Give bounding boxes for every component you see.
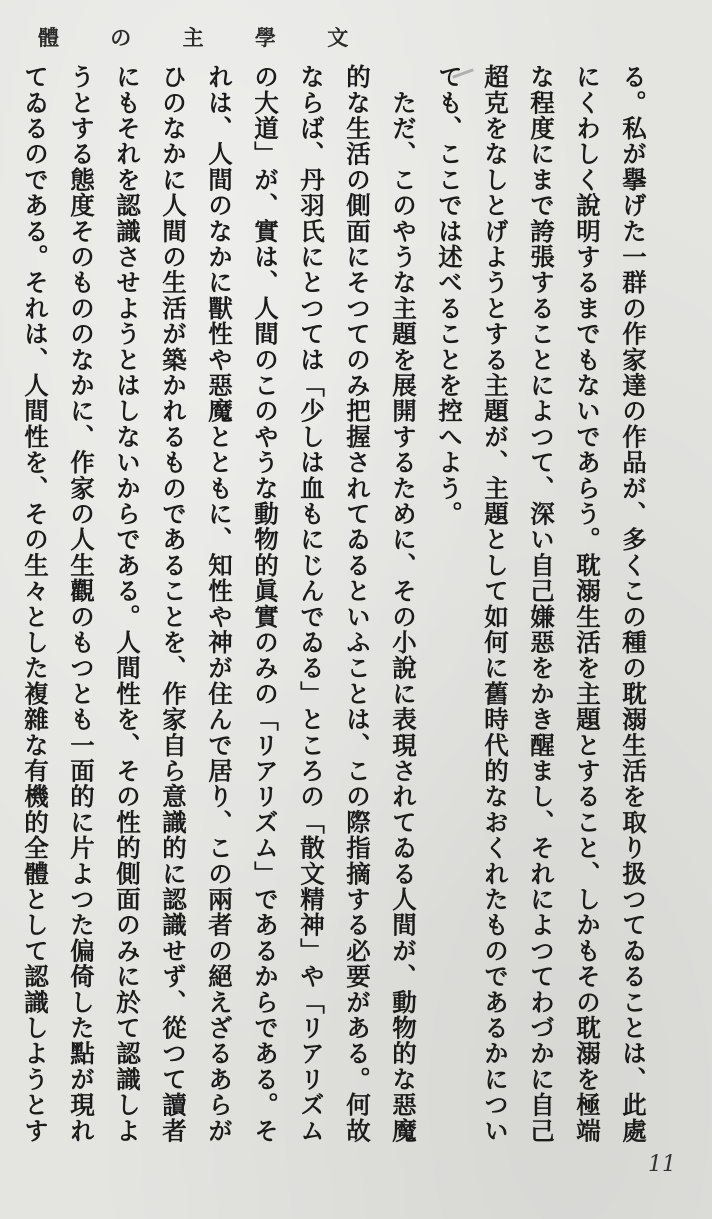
text-line: ならば、丹羽氏にとつては「少しは血もにじんでゐる」ところの「散文精神」や「リアリズム: [297, 64, 326, 1144]
text-line: にもそれを認識させようとはしないからである。人間性を、その性的側面のみに於て認識しよ: [113, 64, 142, 1144]
text-line: ひのなかに人間の生活が築かれるものであることを、作家自ら意識的に認識せず、從つて讀者: [159, 64, 188, 1144]
text-line: な程度にまで誇張することによつて、深い自己嫌惡をかき醒まし、それによつてわづかに自己: [527, 64, 556, 1144]
text-line: ただ、このやうな主題を展開するために、その小說に表現されてゐる人間が、動物的な惡魔: [389, 64, 418, 1144]
text-line: にくわしく說明するまでもないであらう。耽溺生活を主題とすること、しかもその耽溺を極端: [573, 64, 602, 1144]
text-line: うとする態度そのもののなかに、作家の人生觀のもつとも一面的に片よつた偏倚した點が現れ: [67, 64, 96, 1144]
text-line: 的な生活の側面にそつてのみ把握されてゐるといふことは、この際指摘する必要がある。何故: [343, 64, 372, 1144]
text-line: 超克をなしとげようとする主題が、主題として如何に舊時代的なおくれたものであるかについ: [481, 64, 510, 1144]
body-text: [21, 64, 652, 1144]
page-number: 11: [648, 1152, 676, 1177]
running-head: 體 の 主 學 文: [38, 25, 371, 50]
text-line: れは、人間のなかに獸性や惡魔とともに、知性や神が住んで居り、この兩者の絕えざるあらが: [205, 64, 234, 1144]
text-line: の大道」が、實は、人間のこのやうな動物的眞實のみの「リアリズム」であるからである。そ: [251, 64, 280, 1144]
text-line: てゐるのである。それは、人間性を、その生々とした複雜な有機的全體として認識しようとす: [21, 64, 50, 1144]
text-line: る。私が擧げた一群の作家達の作品が、多くこの種の耽溺生活を取り扱つてゐることは、此處: [619, 64, 648, 1144]
text-line: ても、ここでは述べることを控へよう。: [435, 64, 464, 527]
